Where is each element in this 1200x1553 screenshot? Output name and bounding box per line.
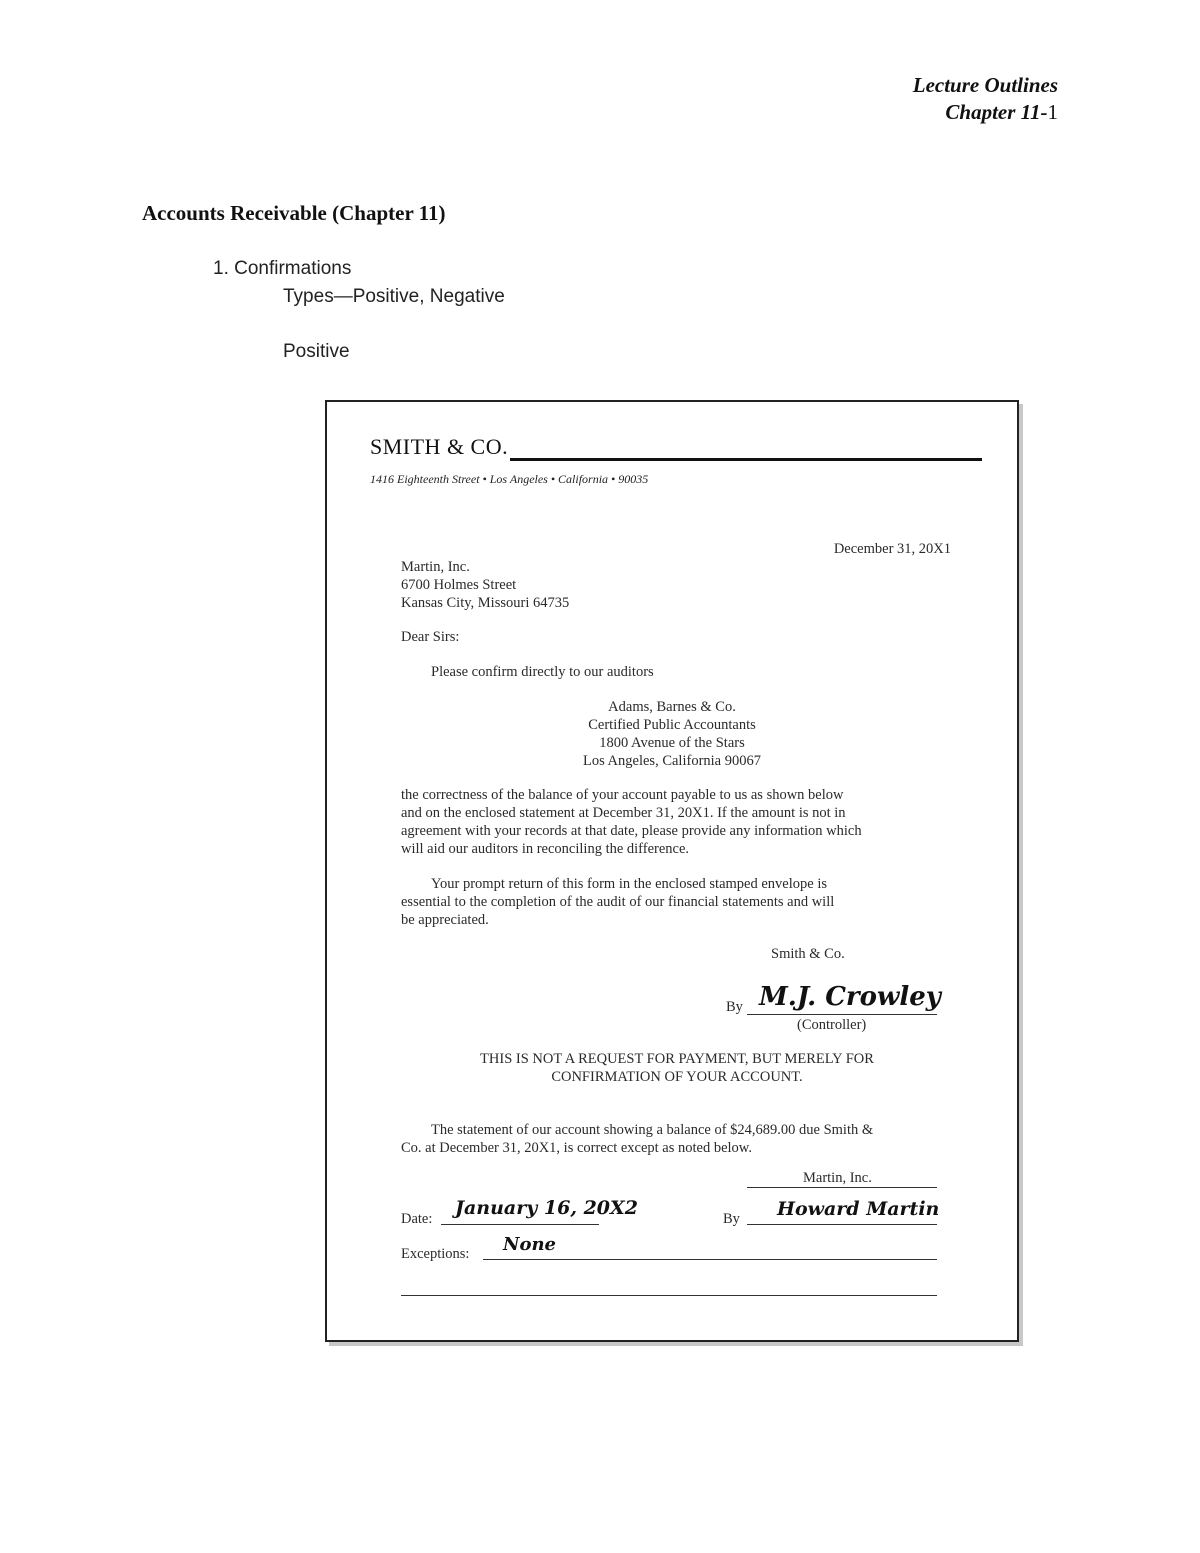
by-label-1: By <box>726 999 743 1015</box>
recipient-line-3: Kansas City, Missouri 64735 <box>401 595 570 611</box>
date-line <box>441 1224 599 1225</box>
closing-company: Smith & Co. <box>771 946 845 962</box>
exceptions-line-2 <box>401 1295 937 1296</box>
para1-line-2: and on the enclosed statement at December 31, 20X1. If the amount is not in <box>401 805 846 821</box>
confirmation-letter <box>325 400 1019 1342</box>
header-line-2 <box>913 99 1058 126</box>
section-title: Accounts Receivable (Chapter 11) <box>142 201 446 225</box>
respondent-line <box>747 1187 937 1188</box>
notice-line-2: CONFIRMATION OF YOUR ACCOUNT. <box>551 1069 803 1085</box>
para1-line-1: the correctness of the balance of your account payable to us as shown below <box>401 787 844 803</box>
auditor-line-2: Certified Public Accountants <box>588 717 756 733</box>
outline-positive: Positive <box>283 341 350 362</box>
para2-line-2: essential to the completion of the audit of our financial statements and will <box>401 894 835 910</box>
exceptions-line <box>483 1259 937 1260</box>
date-label: Date: <box>401 1211 433 1227</box>
para1-line-3: agreement with your records at that date, please provide any information which <box>401 823 862 839</box>
handwritten-date: January 16, 20X2 <box>455 1197 638 1219</box>
auditor-line-1: Adams, Barnes & Co. <box>608 699 736 715</box>
notice-line-1: THIS IS NOT A REQUEST FOR PAYMENT, BUT MERELY FOR <box>480 1051 874 1067</box>
letter-date: December 31, 20X1 <box>833 541 951 557</box>
respondent-name: Martin, Inc. <box>803 1170 872 1186</box>
company-address: 1416 Eighteenth Street • Los Angeles • California • 90035 <box>370 472 649 486</box>
auditor-line-4: Los Angeles, California 90067 <box>582 753 761 769</box>
company-name: SMITH & CO. <box>370 434 509 459</box>
intro-line: Please confirm directly to our auditors <box>431 664 654 680</box>
statement-line-1: The statement of our account showing a balance of $24,689.00 due Smith & <box>431 1122 874 1138</box>
para2-line-3: be appreciated. <box>401 912 489 928</box>
signature-martin: Howard Martin <box>777 1198 940 1220</box>
running-header <box>913 72 1058 126</box>
statement-line-2: Co. at December 31, 20X1, is correct except as noted below. <box>401 1140 752 1156</box>
para2-line-1: Your prompt return of this form in the enclosed stamped envelope is <box>431 876 827 892</box>
outline-types: Types—Positive, Negative <box>283 286 505 307</box>
signature-line-2 <box>747 1224 937 1225</box>
by-label-2: By <box>723 1211 740 1227</box>
signature-line-1 <box>747 1014 937 1015</box>
letterhead-rule <box>510 458 982 461</box>
outline-item-confirmations: 1. Confirmations <box>213 258 352 279</box>
exceptions-label: Exceptions: <box>401 1246 470 1262</box>
auditor-line-3: 1800 Avenue of the Stars <box>599 735 745 751</box>
header-chapter: Chapter 11- <box>945 100 1048 124</box>
recipient-line-1: Martin, Inc. <box>401 559 470 575</box>
header-line-1: Lecture Outlines <box>912 73 1058 97</box>
exceptions-value: None <box>503 1234 556 1255</box>
page-number: 1 <box>1047 100 1058 124</box>
para1-line-4: will aid our auditors in reconciling the difference. <box>401 841 690 857</box>
recipient-line-2: 6700 Holmes Street <box>401 577 517 593</box>
signer-title: (Controller) <box>797 1017 867 1033</box>
salutation: Dear Sirs: <box>401 629 460 645</box>
signature-crowley: M.J. Crowley <box>759 982 941 1012</box>
